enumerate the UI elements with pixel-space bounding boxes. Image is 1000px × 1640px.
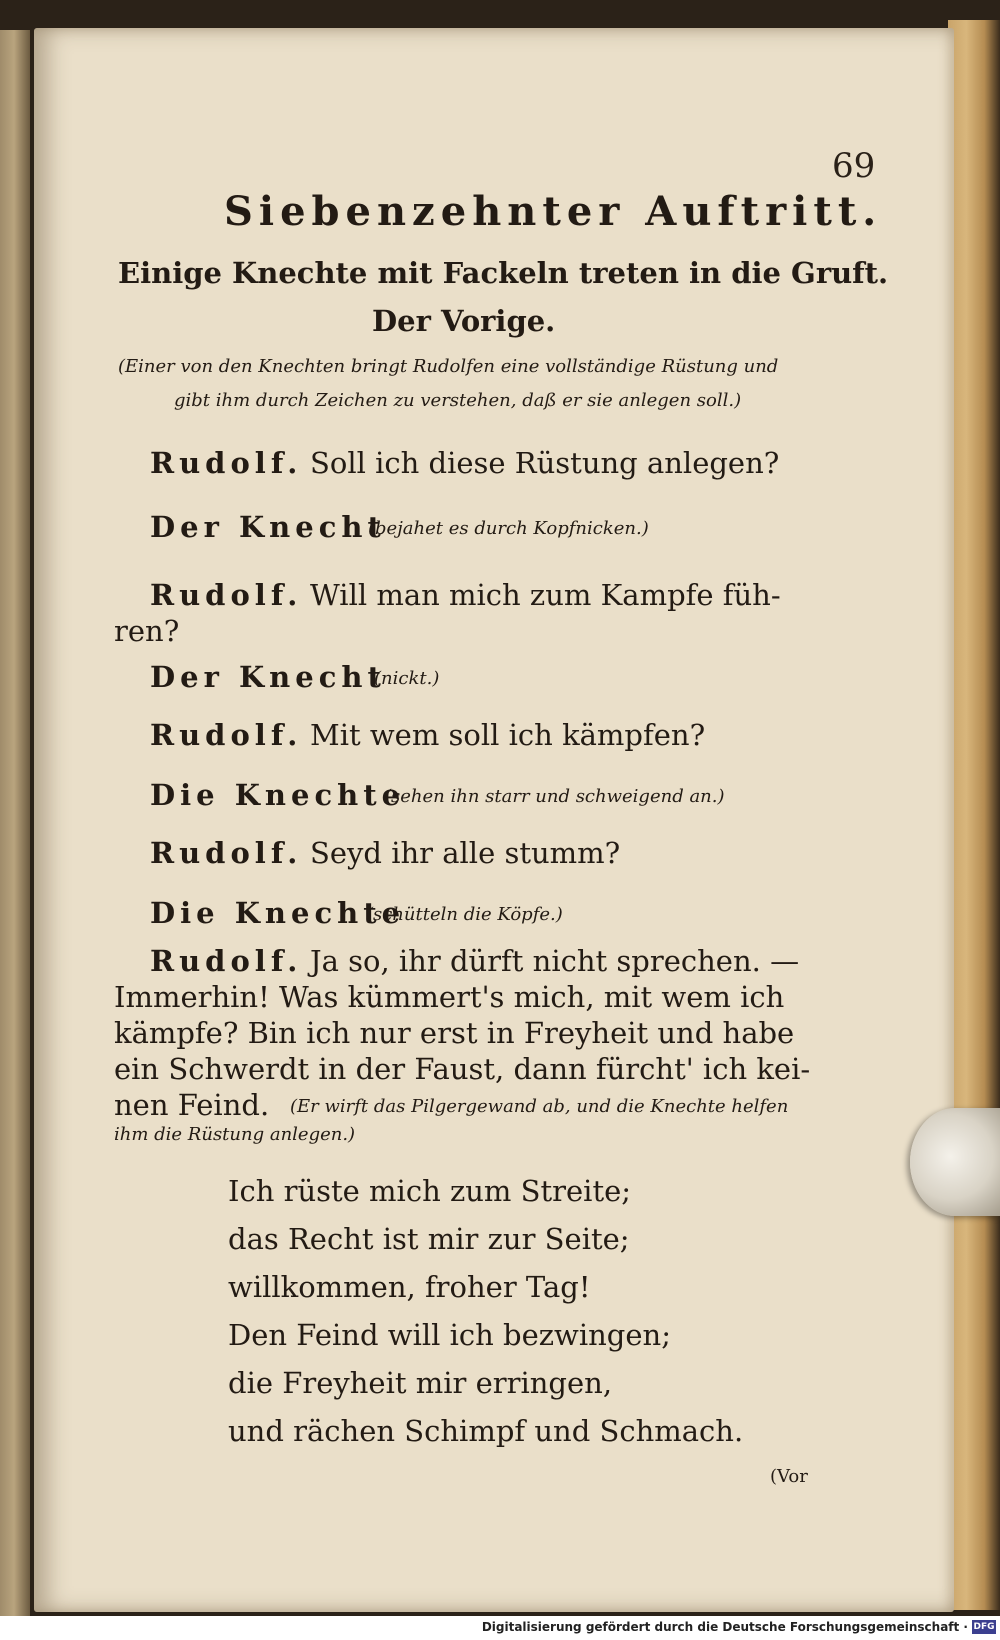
- speaker-name: Rudolf.: [150, 446, 303, 480]
- left-page-edge: [0, 30, 30, 1630]
- speech-line: ein Schwerdt in der Faust, dann fürcht' ich kei-: [114, 1052, 811, 1086]
- dialogue-line: Seyd ihr alle stumm?: [310, 836, 621, 870]
- stage-direction-1: (Einer von den Knechten bringt Rudolfen eine vollständige Rüstung und: [118, 356, 779, 377]
- stage-direction-2: gibt ihm durch Zeichen zu verstehen, daß er sie anlegen soll.): [174, 390, 742, 411]
- speaker-name: Rudolf.: [150, 836, 303, 870]
- book-page: [34, 28, 954, 1612]
- dialogue-direction: (schütteln die Köpfe.): [366, 904, 563, 925]
- speech-direction: (Er wirft das Pilgergewand ab, und die Knechte helfen: [290, 1096, 789, 1117]
- page-number: 69: [832, 146, 876, 186]
- thumb-holder: [910, 1108, 1000, 1216]
- dialogue-line: Mit wem soll ich kämpfen?: [310, 718, 706, 752]
- speech-line: Ja so, ihr dürft nicht sprechen. —: [310, 944, 800, 978]
- scene-subheading-1: Einige Knechte mit Fackeln treten in die Gruft.: [118, 256, 889, 290]
- verse-line: und rächen Schimpf und Schmach.: [228, 1414, 744, 1448]
- verse-line: Den Feind will ich bezwingen;: [228, 1318, 671, 1352]
- speaker-name: Rudolf.: [150, 578, 303, 612]
- dialogue-direction: (bejahet es durch Kopfnicken.): [368, 518, 649, 539]
- dialogue-line: Will man mich zum Kampfe füh-: [310, 578, 781, 612]
- dialogue-line: Soll ich diese Rüstung anlegen?: [310, 446, 780, 480]
- speaker-name: Die Knechte: [150, 778, 406, 812]
- speaker-name: Rudolf.: [150, 718, 303, 752]
- speech-line: nen Feind.: [114, 1088, 270, 1122]
- speaker-name: Die Knechte: [150, 896, 406, 930]
- speaker-name: Der Knecht: [150, 660, 386, 694]
- dialogue-direction: (sehen ihn starr und schweigend an.): [384, 786, 725, 807]
- speech-direction: ihm die Rüstung anlegen.): [114, 1124, 356, 1145]
- verse-line: die Freyheit mir erringen,: [228, 1366, 613, 1400]
- scene-heading: Siebenzehnter Auftritt.: [224, 188, 883, 235]
- dfg-logo: DFG: [973, 1622, 995, 1632]
- verse-line: willkommen, froher Tag!: [228, 1270, 591, 1304]
- book-edge: [948, 20, 1000, 1610]
- verse-line: Ich rüste mich zum Streite;: [228, 1174, 632, 1208]
- verse-line: das Recht ist mir zur Seite;: [228, 1222, 630, 1256]
- scene-subheading-2: Der Vorige.: [372, 304, 556, 338]
- speech-line: kämpfe? Bin ich nur erst in Freyheit und habe: [114, 1016, 795, 1050]
- dfg-credit: Digitalisierung gefördert durch die Deutsche Forschungsgemeinschaft ·: [481, 1620, 968, 1634]
- speaker-name: Der Knecht: [150, 510, 386, 544]
- speaker-name: Rudolf.: [150, 944, 303, 978]
- speech-line: Immerhin! Was kümmert's mich, mit wem ich: [114, 980, 785, 1014]
- catchword: (Vor: [770, 1466, 808, 1487]
- dialogue-direction: (nickt.): [374, 668, 440, 689]
- footer-bar: [0, 1616, 1000, 1640]
- dialogue-line-continued: ren?: [114, 614, 180, 648]
